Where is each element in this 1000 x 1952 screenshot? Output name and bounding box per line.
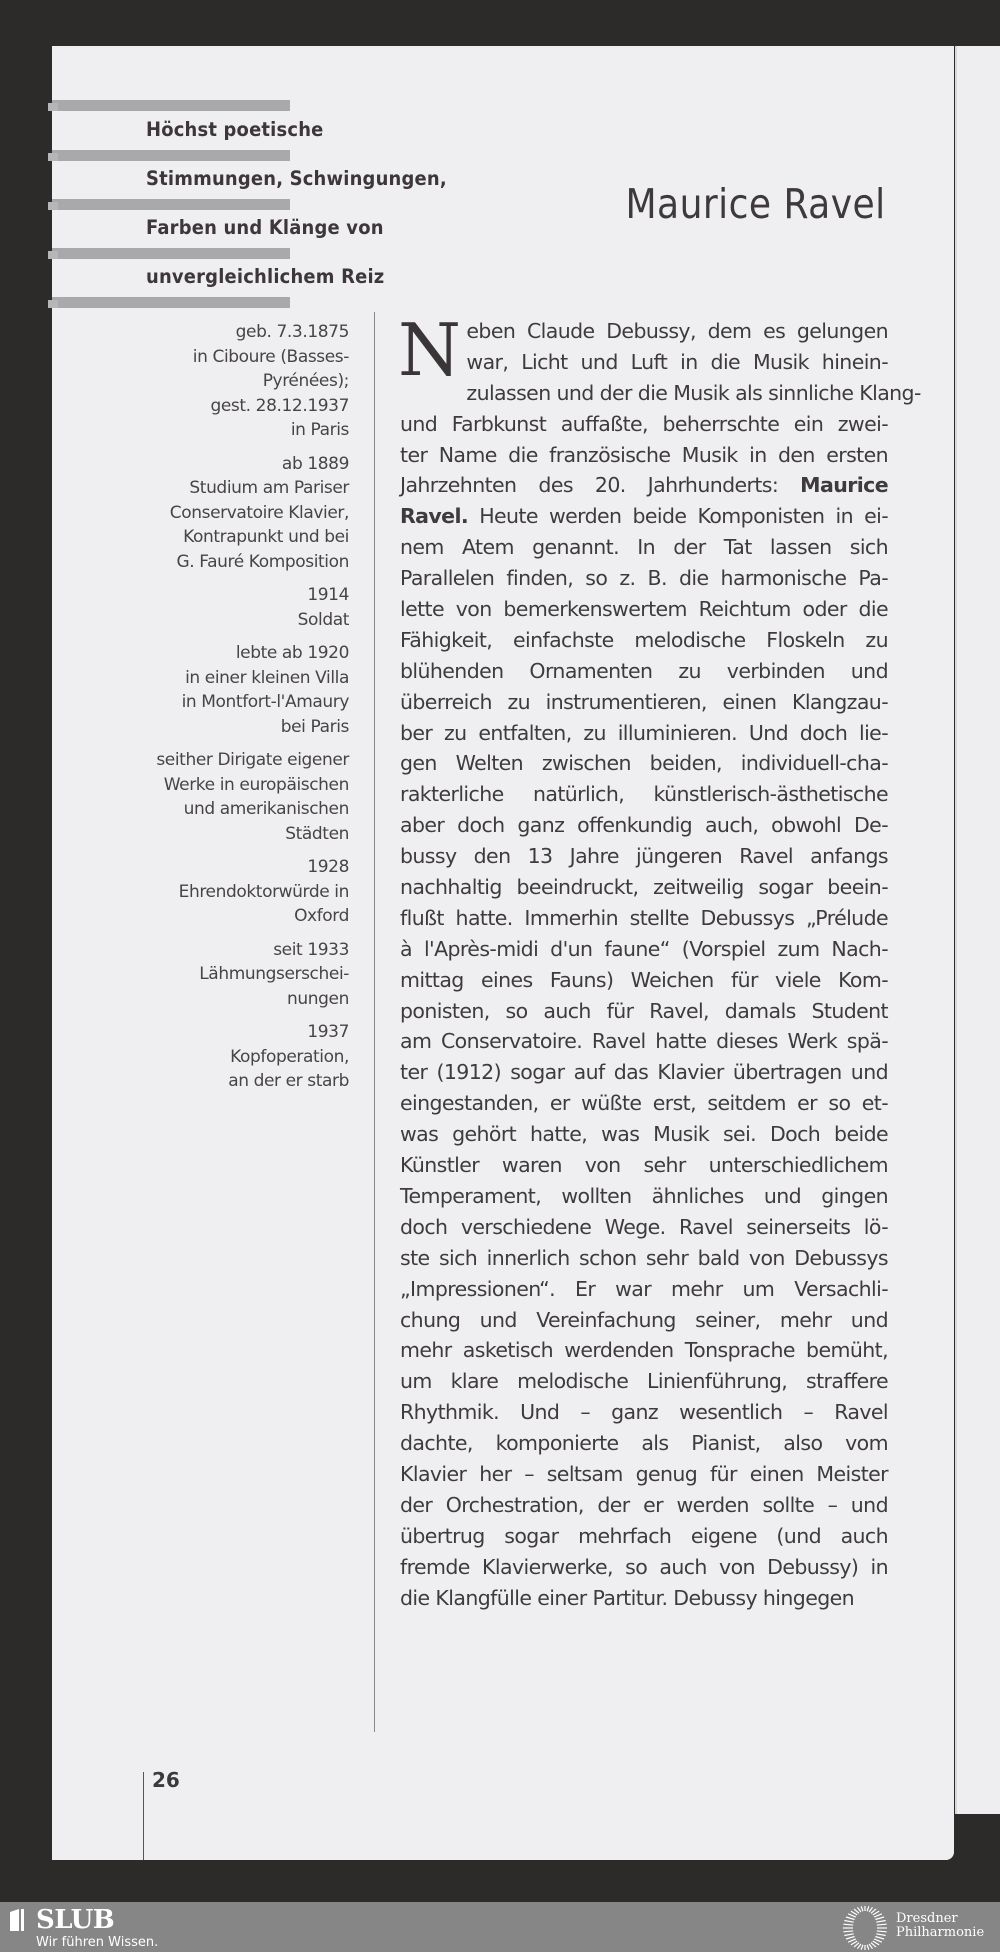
body-line: dachte, komponierte als Pianist, also vom xyxy=(400,1431,888,1456)
body-line: Künstler waren von sehr unterschiedlichem xyxy=(400,1153,888,1178)
page-number: 26 xyxy=(152,1768,180,1792)
timeline-text: gest. 28.12.1937 xyxy=(210,395,349,416)
body-line: Klavier her – seltsam genug für einen Meister xyxy=(400,1461,888,1486)
body-line: der Orchestration, der er werden sollte – und xyxy=(400,1492,888,1517)
timeline-entry xyxy=(120,452,349,575)
lead-line: Höchst poetische xyxy=(146,118,324,141)
logo-ray xyxy=(846,1917,855,1920)
body-line: doch verschiedene Wege. Ravel seinerseits lö- xyxy=(400,1214,888,1239)
lead-line: Stimmungen, Schwingungen, xyxy=(146,167,447,190)
body-line: eingestanden, er wüßte erst, seitdem er so et- xyxy=(400,1091,888,1116)
timeline-text: Werke in europäischen xyxy=(163,774,349,795)
timeline-date: seither Dirigate eigener xyxy=(156,750,349,770)
body-line: ste sich innerlich schon sehr bald von Debussys xyxy=(400,1245,888,1270)
body-line: aber doch ganz offenkundig auch, obwohl De- xyxy=(400,813,888,838)
philharmonie-name xyxy=(896,1912,984,1940)
timeline-date: 1937 xyxy=(307,1022,349,1042)
logo-ray xyxy=(843,1924,853,1925)
logo-ray xyxy=(876,1934,885,1936)
philharmonie-line1: Dresdner xyxy=(896,1911,958,1926)
footer-bar xyxy=(0,1902,1000,1952)
body-line: ber zu entfalten, zu illuminieren. Und doch lie- xyxy=(400,720,888,745)
heading-bar xyxy=(52,150,290,161)
body-line: flußt hatte. Immerhin stellte Debussys „Prélude xyxy=(400,905,888,930)
logo-ray xyxy=(848,1914,856,1917)
body-line: Parallelen finden, so z. B. die harmonische Pa- xyxy=(400,566,888,591)
book-icon xyxy=(9,1908,25,1932)
timeline-text: an der er starb xyxy=(228,1071,349,1091)
timeline-text: nungen xyxy=(287,988,349,1009)
body-line: war, Licht und Luft in die Musik hinein- xyxy=(466,349,888,374)
heading-bar xyxy=(52,199,290,210)
logo-ray xyxy=(861,1906,863,1911)
logo-ray xyxy=(876,1920,885,1922)
logo-ray xyxy=(871,1943,876,1947)
body-line: rakterliche natürlich, künstlerisch-ästhetische xyxy=(400,782,888,807)
heading-bar xyxy=(52,297,290,308)
body-line: mehr asketisch werdenden Tonsprache bemüht, xyxy=(400,1338,888,1363)
drop-cap: N xyxy=(398,308,461,392)
timeline-entry xyxy=(120,583,349,632)
body-line: „Impressionen“. Er war mehr um Versachli- xyxy=(400,1276,888,1301)
timeline-text: Oxford xyxy=(294,906,349,926)
logo-ray xyxy=(857,1944,860,1949)
logo-ray xyxy=(869,1944,872,1949)
logo-ray xyxy=(854,1909,859,1913)
body-line: Fähigkeit, einfachste melodische Floskeln zu xyxy=(400,627,888,652)
logo-ray xyxy=(848,1939,856,1942)
body-line: was gehört hatte, was Musik sei. Doch beide xyxy=(400,1122,888,1147)
body-line: nachhaltig beeindruckt, zeitweilig sogar beein- xyxy=(400,875,888,900)
heading-bar xyxy=(52,248,290,259)
timeline-text: in einer kleinen Villa xyxy=(185,667,349,688)
timeline-text: Kontrapunkt und bei xyxy=(183,527,349,547)
page-title: Maurice Ravel xyxy=(625,180,886,228)
body-line: fremde Klavierwerke, so auch von Debussy) in xyxy=(400,1554,888,1579)
body-line: bussy den 13 Jahre jüngeren Ravel anfangs xyxy=(400,844,888,869)
timeline-text: in Montfort-l'Amaury xyxy=(181,692,349,712)
philharmonie-logo-icon[interactable] xyxy=(842,1905,888,1951)
body-line: Jahrzehnten des 20. Jahrhunderts: Maurice xyxy=(400,473,888,498)
body-line: gen Welten zwischen beiden, individuell-cha- xyxy=(400,751,888,776)
logo-ray xyxy=(844,1934,853,1936)
body-line: ponisten, so auch für Ravel, damals Student xyxy=(400,998,888,1023)
timeline-text: Soldat xyxy=(297,609,349,630)
body-line: zulassen und der die Musik als sinnliche Klang- xyxy=(466,380,921,405)
timeline-entry xyxy=(120,641,349,739)
timeline-text: G. Fauré Komposition xyxy=(176,551,349,572)
logo-ray xyxy=(844,1920,853,1922)
timeline-date: 1928 xyxy=(307,857,349,877)
timeline-date: geb. 7.3.1875 xyxy=(235,322,349,342)
body-line: ter Name die französische Musik in den ersten xyxy=(400,442,888,467)
timeline-entry xyxy=(120,1020,349,1094)
body-line: am Conservatoire. Ravel hatte dieses Werk spä- xyxy=(400,1029,888,1054)
logo-ray xyxy=(843,1931,853,1932)
logo-ray xyxy=(861,1945,863,1950)
body-line: die Klangfülle einer Partitur. Debussy hingegen xyxy=(400,1585,855,1610)
logo-ray xyxy=(867,1945,869,1950)
timeline-text: Studium am Pariser xyxy=(189,478,349,498)
lead-line: Farben und Klänge von xyxy=(146,216,384,239)
logo-ray xyxy=(867,1906,869,1911)
body-line: à l'Après-midi d'un faune“ (Vorspiel zum Nach- xyxy=(400,936,888,961)
logo-ray xyxy=(877,1924,887,1925)
timeline-text: in Paris xyxy=(290,420,349,440)
timeline-text: in Ciboure (Basses- xyxy=(192,346,349,367)
timeline-text: Städten xyxy=(285,823,349,844)
philharmonie-line2: Philharmonie xyxy=(896,1925,985,1940)
body-line: und Farbkunst auffaßte, beherrschte ein zwei- xyxy=(400,411,888,436)
timeline-text: und amerikanischen xyxy=(183,799,349,819)
column-divider xyxy=(374,312,375,1732)
timeline-entry xyxy=(120,320,349,443)
body-line: ter (1912) sogar auf das Klavier übertragen und xyxy=(400,1060,888,1085)
next-page-edge xyxy=(955,46,1000,1814)
slub-tagline: Wir führen Wissen. xyxy=(36,1935,159,1950)
body-line: übertrug sogar mehrfach eigene (und auch xyxy=(400,1523,888,1548)
article-body xyxy=(398,308,921,1613)
composer-name-bold: Ravel. xyxy=(400,504,469,529)
logo-ray xyxy=(854,1943,859,1947)
lead-line: unvergleichlichem Reiz xyxy=(146,265,385,288)
logo-ray xyxy=(877,1931,887,1932)
timeline-date: seit 1933 xyxy=(273,939,349,960)
biography-timeline xyxy=(120,320,349,1103)
logo-ray xyxy=(871,1909,876,1913)
logo-ray xyxy=(874,1914,882,1917)
logo-ray xyxy=(846,1937,855,1940)
body-line: eben Claude Debussy, dem es gelungen xyxy=(466,319,888,343)
heading-bar xyxy=(52,100,290,111)
timeline-entry xyxy=(120,938,349,1012)
body-line: um klare melodische Linienführung, straffere xyxy=(400,1369,888,1394)
timeline-date: ab 1889 xyxy=(281,453,349,474)
body-line: mittag eines Fauns) Weichen für viele Kom- xyxy=(400,967,888,992)
timeline-text: Pyrénées); xyxy=(262,371,349,391)
composer-name-bold: Maurice xyxy=(800,473,888,498)
timeline-text: Conservatoire Klavier, xyxy=(169,502,349,523)
timeline-entry xyxy=(120,748,349,846)
body-line: blühenden Ornamenten zu verbinden und xyxy=(400,658,888,683)
logo-ray xyxy=(869,1907,872,1912)
timeline-date: 1914 xyxy=(307,585,349,605)
logo-ray xyxy=(874,1939,882,1942)
body-line: Ravel. Heute werden beide Komponisten in ei- xyxy=(400,504,888,529)
body-line: Rhythmik. Und – ganz wesentlich – Ravel xyxy=(400,1400,888,1425)
timeline-text: bei Paris xyxy=(280,716,349,737)
timeline-text: Kopfoperation, xyxy=(230,1046,349,1067)
body-line: lette von bemerkenswertem Reichtum oder die xyxy=(400,597,888,622)
body-line: Temperament, wollten ähnliches und gingen xyxy=(400,1183,888,1208)
folio-rule xyxy=(143,1772,144,1860)
body-line: nem Atem genannt. In der Tat lassen sich xyxy=(400,535,888,560)
timeline-entry xyxy=(120,855,349,929)
body-line: überreich zu instrumentieren, einen Klangzau- xyxy=(400,689,888,714)
logo-ray xyxy=(875,1937,884,1940)
body-line: chung und Vereinfachung seiner, mehr und xyxy=(400,1307,888,1332)
logo-ray xyxy=(875,1917,884,1920)
timeline-text: Lähmungserschei- xyxy=(199,964,349,984)
logo-ray xyxy=(857,1907,860,1912)
slub-logo-text[interactable]: SLUB xyxy=(36,1905,115,1935)
timeline-text: Ehrendoktorwürde in xyxy=(178,881,349,902)
timeline-date: lebte ab 1920 xyxy=(235,643,349,663)
